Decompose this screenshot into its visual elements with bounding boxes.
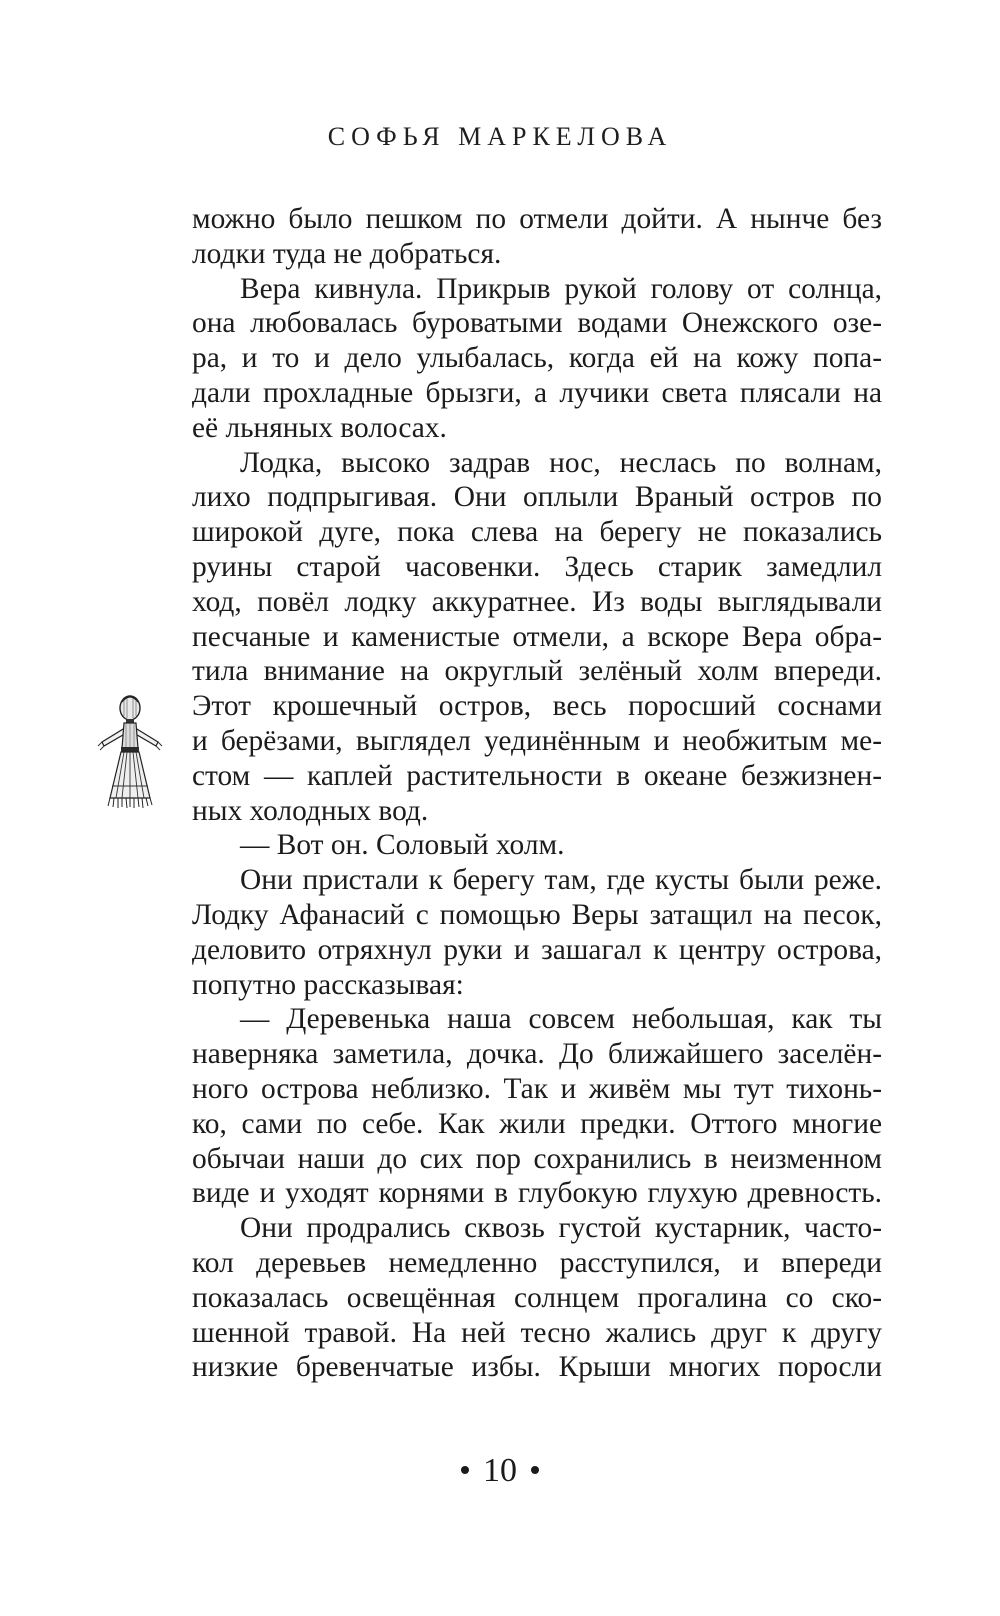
text-line: показалась освещённая солнцем прогалина со ско-: [192, 1281, 882, 1314]
body-text: [192, 202, 882, 1385]
paragraph: [192, 446, 882, 829]
text-line: Они продрались сквозь густой кустарник, часто-: [240, 1212, 882, 1245]
text-line: Лодка, высоко задрав нос, неслась по волнам,: [240, 446, 882, 479]
text-line: дали прохладные брызги, а лучики света плясали на: [192, 376, 882, 409]
text-line: наверняка заметила, дочка. До ближайшего заселён-: [192, 1038, 882, 1071]
page-number-footer: [0, 1452, 1000, 1490]
text-line: она любовалась буроватыми водами Онежского озе-: [192, 307, 882, 340]
text-line: руины старой часовенки. Здесь старик замедлил: [192, 550, 882, 583]
straw-doll-icon: [96, 690, 164, 810]
text-line: ко, сами по себе. Как жили предки. Оттого многие: [192, 1107, 882, 1140]
running-head-author: СОФЬЯ МАРКЕЛОВА: [327, 122, 673, 151]
text-line: лодки туда не добраться.: [192, 237, 502, 270]
paragraph: [192, 202, 882, 272]
text-line: Лодку Афанасий с помощью Веры затащил на песок,: [192, 898, 882, 931]
text-line: можно было пешком по отмели дойти. А нынче без: [192, 203, 882, 235]
text-line: — Вот он. Соловый холм.: [240, 829, 565, 862]
text-line: её льняных волосах.: [192, 411, 447, 444]
page-number: 10: [483, 1452, 517, 1489]
text-line: широкой дуге, пока слева на берегу не показались: [192, 516, 882, 549]
text-line: тила внимание на округлый зелёный холм впереди.: [192, 655, 882, 688]
paragraph: [192, 828, 882, 863]
paragraph: [192, 863, 882, 1002]
text-line: — Деревенька наша совсем небольшая, как ты: [240, 1003, 882, 1036]
text-line: Этот крошечный остров, весь поросший соснами: [192, 690, 882, 723]
paragraph: [192, 1211, 882, 1385]
text-line: попутно рассказывая:: [192, 968, 464, 1001]
text-line: деловито отряхнул руки и зашагал к центру острова,: [192, 933, 882, 966]
text-line: Они пристали к берегу там, где кусты были реже.: [240, 864, 882, 897]
text-line: стом — каплей растительности в океане безжизнен-: [192, 759, 882, 792]
text-line: ных холодных вод.: [192, 794, 429, 827]
text-line: и берёзами, выглядел уединённым и необжитым ме-: [192, 724, 882, 757]
folio-dot-right: [531, 1466, 539, 1474]
text-line: ход, повёл лодку аккуратнее. Из воды выглядывали: [192, 585, 882, 618]
paragraph: [192, 272, 882, 446]
text-line: ра, и то и дело улыбалась, когда ей на кожу попа-: [192, 342, 882, 375]
text-line: песчаные и каменистые отмели, а вскоре Вера обра-: [192, 620, 882, 653]
text-line: низкие бревенчатые избы. Крыши многих поросли: [192, 1351, 882, 1384]
text-line: Вера кивнула. Прикрыв рукой голову от солнца,: [240, 272, 882, 305]
text-line: обычаи наши до сих пор сохранились в неизменном: [192, 1142, 882, 1175]
text-line: кол деревьев немедленно расступился, и впереди: [192, 1246, 882, 1279]
text-line: ного острова неблизко. Так и живём мы тут тихонь-: [192, 1072, 882, 1105]
folio-dot-left: [461, 1466, 469, 1474]
text-line: лихо подпрыгивая. Они оплыли Враный остров по: [192, 481, 882, 514]
paragraph: [192, 1002, 882, 1211]
text-line: виде и уходят корнями в глубокую глухую древность.: [192, 1177, 882, 1210]
text-line: шенной травой. На ней тесно жались друг к другу: [192, 1316, 882, 1349]
